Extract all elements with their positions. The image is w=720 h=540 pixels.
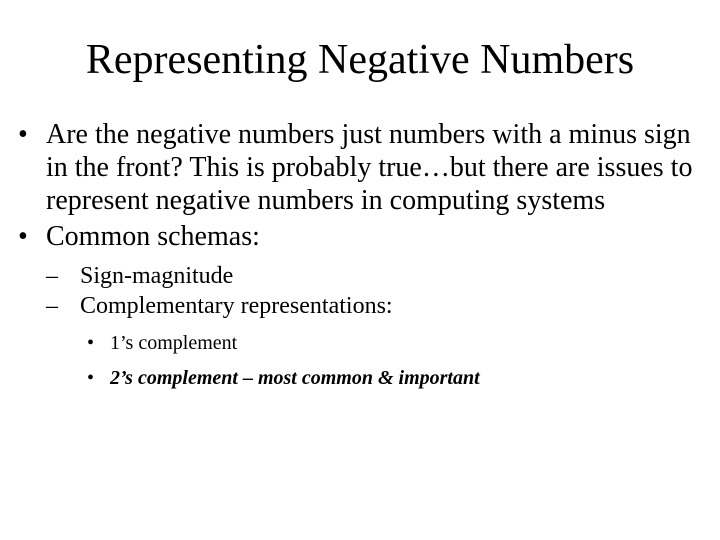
sub-sub-bullet-item [18, 366, 698, 391]
sub-bullet-item [18, 291, 698, 321]
bullet-item [18, 118, 698, 217]
sub-bullet-item [18, 261, 698, 291]
bullet-text: Common schemas: [46, 221, 260, 252]
sub-sub-bullet-item [18, 331, 698, 356]
bullet-icon: • [18, 119, 28, 150]
bullet-icon: • [87, 332, 95, 354]
bullet-item [18, 220, 698, 253]
sub-bullet-text: Sign-magnitude [80, 263, 234, 289]
dash-icon: – [46, 293, 58, 319]
sub-sub-bullet-text-emphasized: 2’s complement – most common & important [110, 367, 480, 389]
sub-bullet-text: Complementary representations: [80, 293, 393, 319]
bullet-icon: • [18, 221, 28, 252]
bullet-text: Are the negative numbers just numbers with a minus sign in the front? This is probably true…but there are issues to represent negative numbers in computing systems [46, 119, 693, 216]
slide-body [18, 118, 698, 391]
slide-title: Representing Negative Numbers [85, 37, 635, 83]
sub-sub-bullet-text: 1’s complement [110, 332, 238, 354]
bullet-icon: • [87, 367, 95, 389]
dash-icon: – [46, 263, 58, 289]
